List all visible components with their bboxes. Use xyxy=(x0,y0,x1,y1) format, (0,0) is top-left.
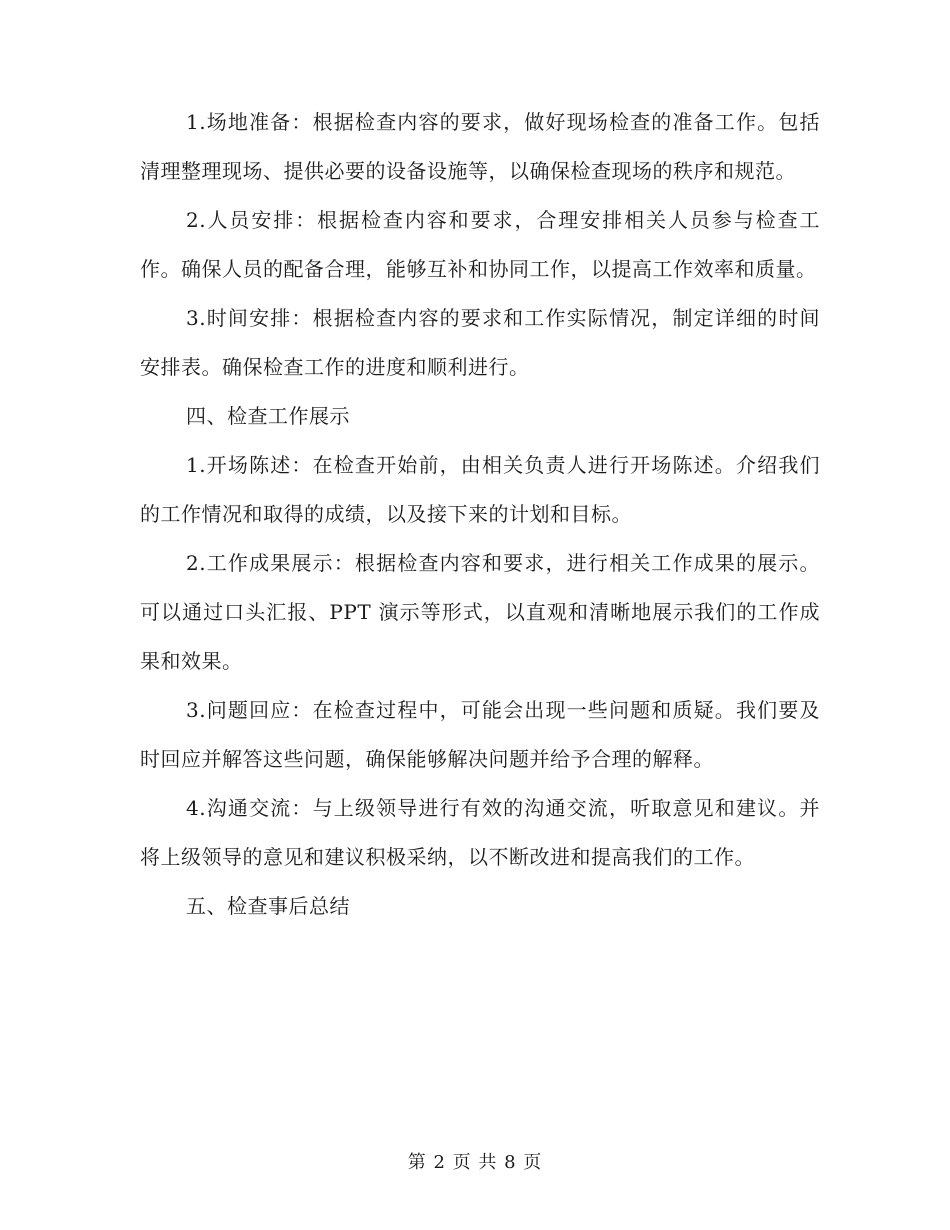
section-heading-5: 五、检查事后总结 xyxy=(186,894,350,918)
document-body xyxy=(140,98,820,931)
paragraph-issue-response: 3.问题回应：在检查过程中，可能会出现一些问题和质疑。我们要及时回应并解答这些问题，确保能够解决问题并给予合理的解释。 xyxy=(140,698,820,771)
section-heading-4: 四、检查工作展示 xyxy=(186,404,350,428)
paragraph-work-results: 2.工作成果展示：根据检查内容和要求，进行相关工作成果的展示。可以通过口头汇报、PPT 演示等形式，以直观和清晰地展示我们的工作成果和效果。 xyxy=(140,551,820,673)
paragraph-time-arrangement: 3.时间安排：根据检查内容的要求和工作实际情况，制定详细的时间安排表。确保检查工作的进度和顺利进行。 xyxy=(140,306,820,379)
paragraph-site-preparation: 1.场地准备：根据检查内容的要求，做好现场检查的准备工作。包括清理整理现场、提供必要的设备设施等，以确保检查现场的秩序和规范。 xyxy=(140,110,820,183)
paragraph-opening-statement: 1.开场陈述：在检查开始前，由相关负责人进行开场陈述。介绍我们的工作情况和取得的成绩，以及接下来的计划和目标。 xyxy=(140,453,820,526)
page-number-footer: 第 2 页 共 8 页 xyxy=(407,1152,543,1173)
paragraph-staff-arrangement: 2.人员安排：根据检查内容和要求，合理安排相关人员参与检查工作。确保人员的配备合理，能够互补和协同工作，以提高工作效率和质量。 xyxy=(140,208,820,281)
paragraph-communication: 4.沟通交流：与上级领导进行有效的沟通交流，听取意见和建议。并将上级领导的意见和建议积极采纳，以不断改进和提高我们的工作。 xyxy=(140,796,820,869)
